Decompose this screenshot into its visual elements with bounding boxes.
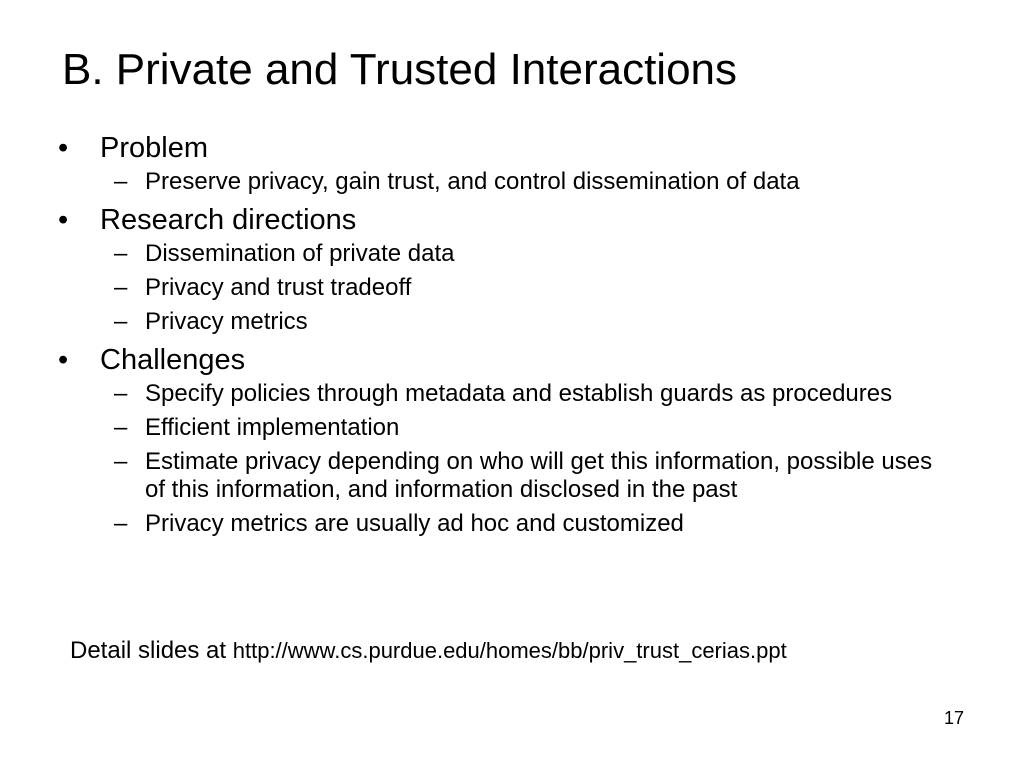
bullet-text: Problem (100, 132, 208, 164)
sub-item (58, 308, 938, 336)
sub-item (58, 168, 938, 196)
sub-item (58, 274, 938, 302)
sub-item-text: Estimate privacy depending on who will get this information, possible uses of this information, and information disclosed in the past (145, 448, 933, 503)
sub-item-text: Specify policies through metadata and establish guards as procedures (145, 380, 893, 407)
dash-marker: – (114, 380, 128, 407)
dash-marker: – (114, 274, 128, 301)
dash-marker: – (114, 510, 128, 537)
dash-marker: – (114, 448, 128, 475)
bullet-marker: • (58, 344, 69, 376)
sub-list (58, 380, 938, 538)
dash-marker: – (114, 414, 128, 441)
sub-list (58, 240, 938, 336)
sub-item-text: Efficient implementation (145, 414, 400, 441)
dash-marker: – (114, 240, 128, 267)
sub-item-text: Dissemination of private data (145, 240, 455, 267)
detail-url-link[interactable]: http://www.cs.purdue.edu/homes/bb/priv_trust_cerias.ppt (232, 638, 787, 663)
sub-list (58, 168, 938, 196)
page-number: 17 (943, 708, 964, 728)
sub-item-text: Privacy metrics (145, 308, 308, 335)
bullet-text: Challenges (100, 344, 246, 376)
detail-slides-line (70, 637, 787, 665)
sub-item (58, 414, 938, 442)
sub-item (58, 448, 938, 504)
sub-item (58, 380, 938, 408)
slide-title: B. Private and Trusted Interactions (62, 45, 738, 94)
bullet-marker: • (58, 132, 69, 164)
slide-body (58, 128, 938, 544)
sub-item-text: Privacy and trust tradeoff (145, 274, 412, 301)
bullet-challenges (58, 342, 938, 378)
sub-item-text: Privacy metrics are usually ad hoc and customized (145, 510, 684, 537)
bullet-marker: • (58, 204, 69, 236)
sub-item (58, 510, 938, 538)
detail-label: Detail slides at (70, 637, 233, 664)
bullet-problem (58, 130, 938, 166)
sub-item-text: Preserve privacy, gain trust, and control dissemination of data (145, 168, 800, 195)
dash-marker: – (114, 308, 128, 335)
dash-marker: – (114, 168, 128, 195)
bullet-text: Research directions (100, 204, 357, 236)
sub-item (58, 240, 938, 268)
bullet-research-directions (58, 202, 938, 238)
